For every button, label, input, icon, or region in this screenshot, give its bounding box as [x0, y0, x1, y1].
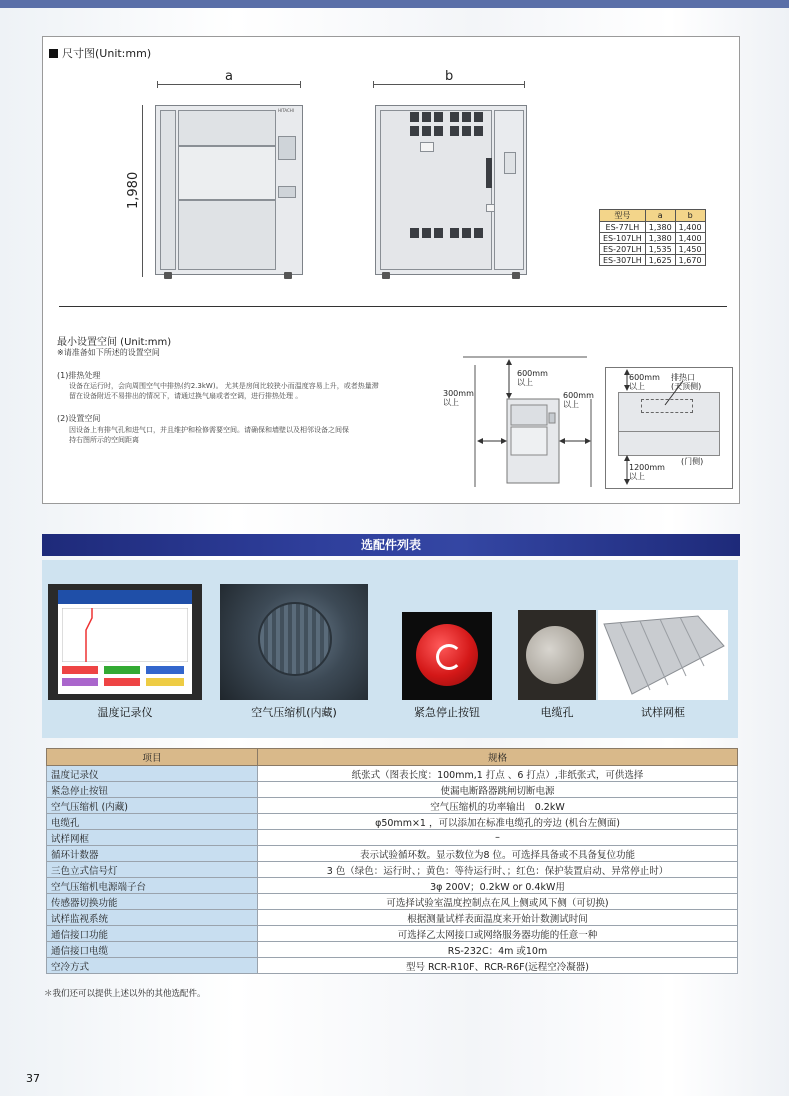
spec-item-name: 紧急停止按钮 — [47, 782, 258, 798]
install-space-text-2: 持右图所示的空间距离 — [69, 436, 139, 444]
table-row — [47, 846, 738, 862]
vent-grille — [450, 126, 459, 136]
dimension-a-line — [157, 84, 301, 85]
section-divider — [59, 306, 727, 307]
install-space-title: 最小设置空间 (Unit:mm) — [57, 337, 172, 348]
page-number: 37 — [26, 1072, 40, 1085]
option-caption: 空气压缩机(内藏) — [251, 706, 337, 719]
option-caption: 紧急停止按钮 — [414, 706, 480, 719]
side-bottom-clearance: 1200mm 以上 — [629, 463, 665, 481]
table-row — [47, 878, 738, 894]
heat-exhaust-text-2: 留在设备附近不易排出的情况下，请通过换气扇或者空调，进行排热处理 。 — [69, 392, 303, 400]
recorder-screen — [58, 590, 192, 694]
cable-hole-image — [518, 610, 596, 700]
vent-grille — [434, 112, 443, 122]
model-table-header: 型号 a b — [600, 210, 706, 222]
vent-grille — [474, 228, 483, 238]
side-view-machine — [375, 105, 527, 275]
heat-exhaust-title: (1)排热处理 — [57, 371, 101, 380]
heat-exhaust-text-1: 设备在运行时，会向周围空气中排热(约2.3kW)。 尤其是房间比较狭小而温度容易上升，或者热量滞 — [69, 382, 379, 390]
spec-item-value: 表示试验循环数。显示数位为8 位。可选择具备或不具备复位功能 — [258, 846, 738, 862]
spec-item-value: 使漏电断路器跳闸切断电源 — [258, 782, 738, 798]
dimension-height-label: 1,980 — [126, 171, 141, 209]
table-row — [47, 798, 738, 814]
table-row — [47, 782, 738, 798]
spec-item-value: 空气压缩机的功率输出 0.2kW — [258, 798, 738, 814]
vent-grille — [434, 126, 443, 136]
spec-item-name: 空气压缩机电源端子台 — [47, 878, 258, 894]
table-row — [47, 766, 738, 782]
install-space-text-1: 因设备上有排气孔和进气口，并且维护和检修需要空间。请确保和墙壁以及相邻设备之间保 — [69, 426, 349, 434]
reset-arrow-icon — [436, 644, 462, 670]
front-side-panel — [160, 110, 176, 270]
install-space-item-title: (2)设置空间 — [57, 414, 101, 423]
spec-table-header: 项目 规格 — [47, 749, 738, 766]
spec-item-value: 纸张式（图表长度：100mm,1 打点 、6 打点）,非纸张式，可供选择 — [258, 766, 738, 782]
side-door-panel — [494, 110, 524, 270]
recorder-screen-header — [58, 590, 192, 604]
sample-rack-drawing — [598, 610, 728, 700]
recorder-red-bar — [62, 666, 98, 674]
table-row — [47, 942, 738, 958]
square-bullet-icon — [49, 49, 58, 58]
table-row — [47, 830, 738, 846]
exhaust-port-label: 排热口 (天顶侧) — [671, 373, 702, 391]
dimension-a-label: a — [225, 69, 233, 84]
front-view-machine — [155, 105, 303, 275]
recorder-yellow-bar — [146, 678, 184, 686]
table-row — [47, 910, 738, 926]
side-louver — [486, 158, 492, 188]
table-row — [47, 814, 738, 830]
door-side-label: (门侧) — [681, 457, 704, 466]
spec-item-name: 循环计数器 — [47, 846, 258, 862]
recorder-blue-bar — [146, 666, 184, 674]
side-foot-left — [382, 272, 390, 279]
model-row: ES-307LH 1,625 1,670 — [600, 255, 706, 266]
spec-item-value: 3 色（绿色：运行时、；黄色：等待运行时、；红色：保护装置启动、异常停止时） — [258, 862, 738, 878]
spec-table-body — [47, 766, 738, 974]
dimension-section — [42, 36, 740, 504]
control-screen — [278, 136, 296, 160]
vent-grille — [434, 228, 443, 238]
spec-item-value: RS-232C：4m 或10m — [258, 942, 738, 958]
vent-grille — [474, 112, 483, 122]
spec-item-name: 电缆孔 — [47, 814, 258, 830]
spec-item-name: 空冷方式 — [47, 958, 258, 974]
sample-rack-image — [598, 610, 728, 700]
spec-item-name: 试样网框 — [47, 830, 258, 846]
vent-grille — [422, 112, 431, 122]
spec-item-name: 温度记录仪 — [47, 766, 258, 782]
spec-item-name: 空气压缩机 (内藏) — [47, 798, 258, 814]
spec-item-value: 可选择乙太网接口或网络服务器功能的任意一种 — [258, 926, 738, 942]
spec-item-name: 通信接口电缆 — [47, 942, 258, 958]
vent-grille — [422, 228, 431, 238]
side-foot-right — [512, 272, 520, 279]
recorder-purple-bar — [62, 678, 98, 686]
dimension-height-line — [142, 105, 143, 277]
vent-grille — [462, 126, 471, 136]
model-row: ES-107LH 1,380 1,400 — [600, 233, 706, 244]
table-row — [47, 894, 738, 910]
vent-grille — [422, 126, 431, 136]
emergency-stop-image — [402, 612, 492, 700]
table-row — [47, 926, 738, 942]
air-compressor-image — [220, 584, 368, 700]
temperature-recorder-image — [48, 584, 202, 700]
dimension-b-label: b — [445, 69, 454, 84]
option-caption: 电缆孔 — [540, 706, 574, 719]
front-foot-left — [164, 272, 172, 279]
table-row — [47, 862, 738, 878]
footnote: ＊我们还可以提供上述以外的其他选配件。 — [44, 989, 206, 999]
front-top-clearance: 600mm 以上 — [517, 369, 548, 387]
spec-item-name: 三色立式信号灯 — [47, 862, 258, 878]
option-caption: 温度记录仪 — [97, 706, 153, 719]
spec-item-value: – — [258, 830, 738, 846]
recorder-red-bar — [104, 678, 140, 686]
side-door-handle — [504, 152, 516, 174]
vent-grille — [410, 228, 419, 238]
option-caption: 试样网框 — [641, 706, 685, 719]
top-color-bar — [0, 0, 789, 8]
dimension-title: 尺寸图(Unit:mm) — [49, 45, 151, 61]
options-header: 选配件列表 — [42, 534, 740, 556]
model-dimension-table — [599, 209, 706, 266]
brand-logo: HITACHI — [278, 108, 294, 113]
front-lower-panel — [178, 200, 276, 270]
model-row: ES-207LH 1,535 1,450 — [600, 244, 706, 255]
options-gallery — [42, 560, 738, 738]
vent-grille — [474, 126, 483, 136]
vent-grille — [462, 112, 471, 122]
side-label-plate — [420, 142, 434, 152]
model-row: ES-77LH 1,380 1,400 — [600, 222, 706, 233]
recorder-green-bar — [104, 666, 140, 674]
vent-grille — [450, 112, 459, 122]
cable-hole-plug — [526, 626, 584, 684]
recorder-trend-graph — [62, 608, 188, 662]
options-spec-table — [46, 748, 738, 974]
spec-item-value: 根据测量试样表面温度来开始计数测试时间 — [258, 910, 738, 926]
side-top-clearance: 600mm 以上 — [629, 373, 660, 391]
vent-grille — [410, 126, 419, 136]
spec-item-value: 3φ 200V；0.2kW or 0.4kW用 — [258, 878, 738, 894]
vent-grille — [462, 228, 471, 238]
compressor-motor — [258, 602, 332, 676]
vent-grille — [410, 112, 419, 122]
front-left-clearance: 300mm 以上 — [443, 389, 474, 407]
table-row — [47, 958, 738, 974]
front-door-window — [178, 146, 276, 200]
side-space-arrows — [605, 367, 731, 487]
vent-grille — [450, 228, 459, 238]
control-buttons — [278, 186, 296, 198]
dimension-b-line — [373, 84, 525, 85]
front-foot-right — [284, 272, 292, 279]
front-right-clearance: 600mm 以上 — [563, 391, 594, 409]
spec-item-value: 可选择试验室温度控制点在风上侧或风下侧（可切换) — [258, 894, 738, 910]
emergency-stop-button — [416, 624, 478, 686]
spec-item-value: 型号 RCR-R10F、RCR-R6F(远程空冷凝器) — [258, 958, 738, 974]
front-upper-panel — [178, 110, 276, 146]
spec-item-name: 传感器切换功能 — [47, 894, 258, 910]
install-space-subtitle: ※请准备如下所述的设置空间 — [57, 348, 160, 357]
spec-item-name: 试样监视系统 — [47, 910, 258, 926]
spec-item-value: φ50mm×1 ，可以添加在标准电缆孔的旁边 (机台左侧面) — [258, 814, 738, 830]
spec-item-name: 通信接口功能 — [47, 926, 258, 942]
